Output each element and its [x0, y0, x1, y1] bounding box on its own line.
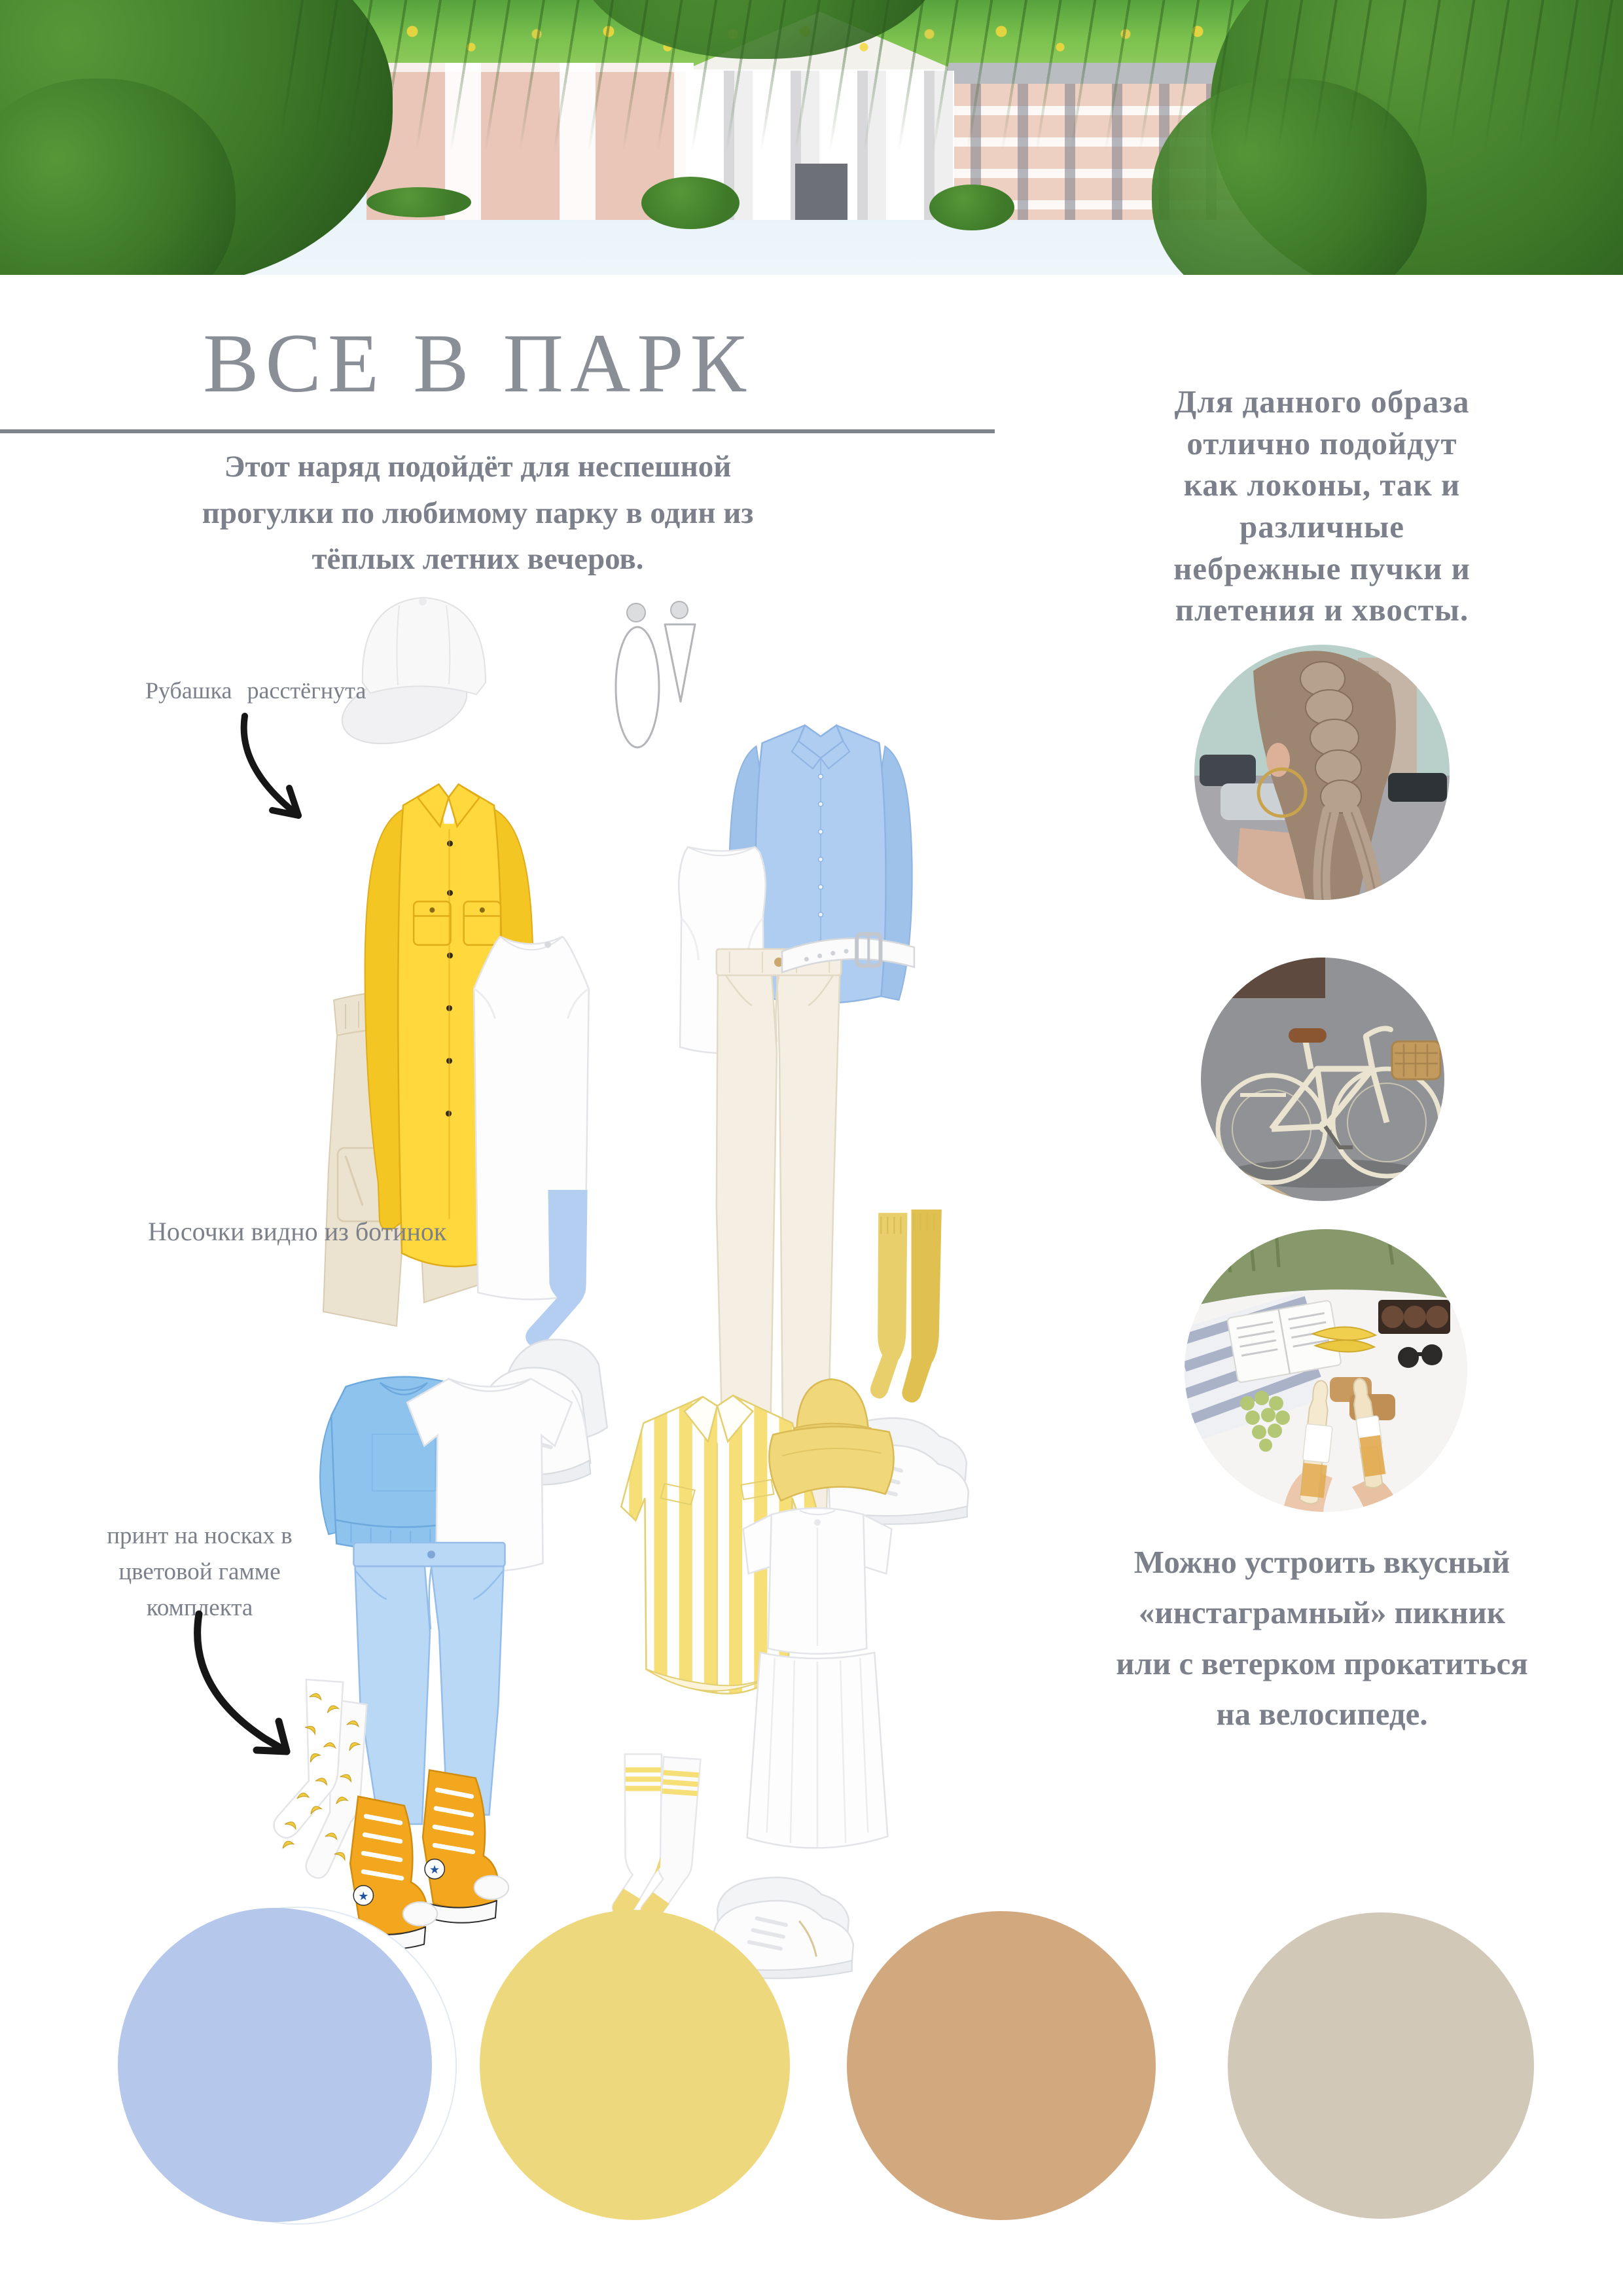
hair-line: как локоны, так и: [1183, 467, 1461, 503]
annotation-shirt-unbuttoned: Рубашка расстёгнута: [145, 677, 366, 704]
palette-swatch-blue: [118, 1908, 432, 2222]
svg-text:★: ★: [429, 1863, 440, 1876]
note3-line: комплекта: [146, 1594, 253, 1621]
picnic-photo: [1185, 1229, 1467, 1512]
hairstyle-tip-text: [1060, 381, 1584, 631]
braided-hairstyle-photo: [1194, 645, 1450, 900]
striped-tube-socks: [606, 1745, 715, 1936]
intro-line: Этот наряд подойдёт для неспешной: [224, 450, 732, 484]
hedge: [366, 187, 471, 217]
note3-line: цветовой гамме: [118, 1558, 281, 1585]
svg-text:★: ★: [358, 1890, 369, 1903]
hair-line: плетения и хвосты.: [1175, 592, 1469, 628]
white-belt: [779, 923, 918, 994]
annotation-socks-visible: Носочки видно из ботинок: [148, 1217, 447, 1246]
intro-text: [92, 444, 864, 583]
palette-swatch-greige: [1228, 1912, 1534, 2219]
activity-line: Можно устроить вкусный: [1133, 1544, 1510, 1580]
hedge: [929, 185, 1014, 230]
intro-line: прогулки по любимому парку в один из: [202, 495, 754, 530]
note3-line: принт на носках в: [107, 1522, 293, 1549]
hedge: [641, 177, 740, 229]
hair-line: отлично подойдут: [1186, 425, 1457, 461]
hair-line: небрежные пучки и: [1173, 550, 1471, 586]
white-snapback-cap: [342, 579, 504, 748]
white-dress: [709, 1496, 926, 1864]
palette-swatch-tan: [847, 1911, 1156, 2220]
title-underline: [0, 429, 995, 433]
entrance-door: [795, 164, 847, 220]
palette-swatch-yellow: [480, 1910, 790, 2220]
silver-earrings: [613, 597, 704, 762]
arrow-to-yellow-shirt: [236, 712, 324, 833]
willow-branches: [281, 0, 1623, 151]
activity-tip-text: [1060, 1537, 1584, 1740]
activity-line: на велосипеде.: [1216, 1696, 1428, 1732]
page-title: ВСЕ В ПАРК: [203, 317, 753, 410]
hair-line: различные: [1239, 509, 1405, 545]
hair-line: Для данного образа: [1174, 384, 1470, 420]
arrow-to-banana-socks: [187, 1609, 305, 1769]
park-header-photo: [0, 0, 1623, 275]
intro-line: тёплых летних вечеров.: [312, 542, 644, 576]
yellow-bucket-hat: [760, 1363, 902, 1515]
activity-line: «инстаграмный» пикник: [1138, 1594, 1506, 1631]
activity-line: или с ветерком прокатиться: [1116, 1645, 1528, 1681]
vintage-bicycle-photo: [1201, 958, 1444, 1201]
